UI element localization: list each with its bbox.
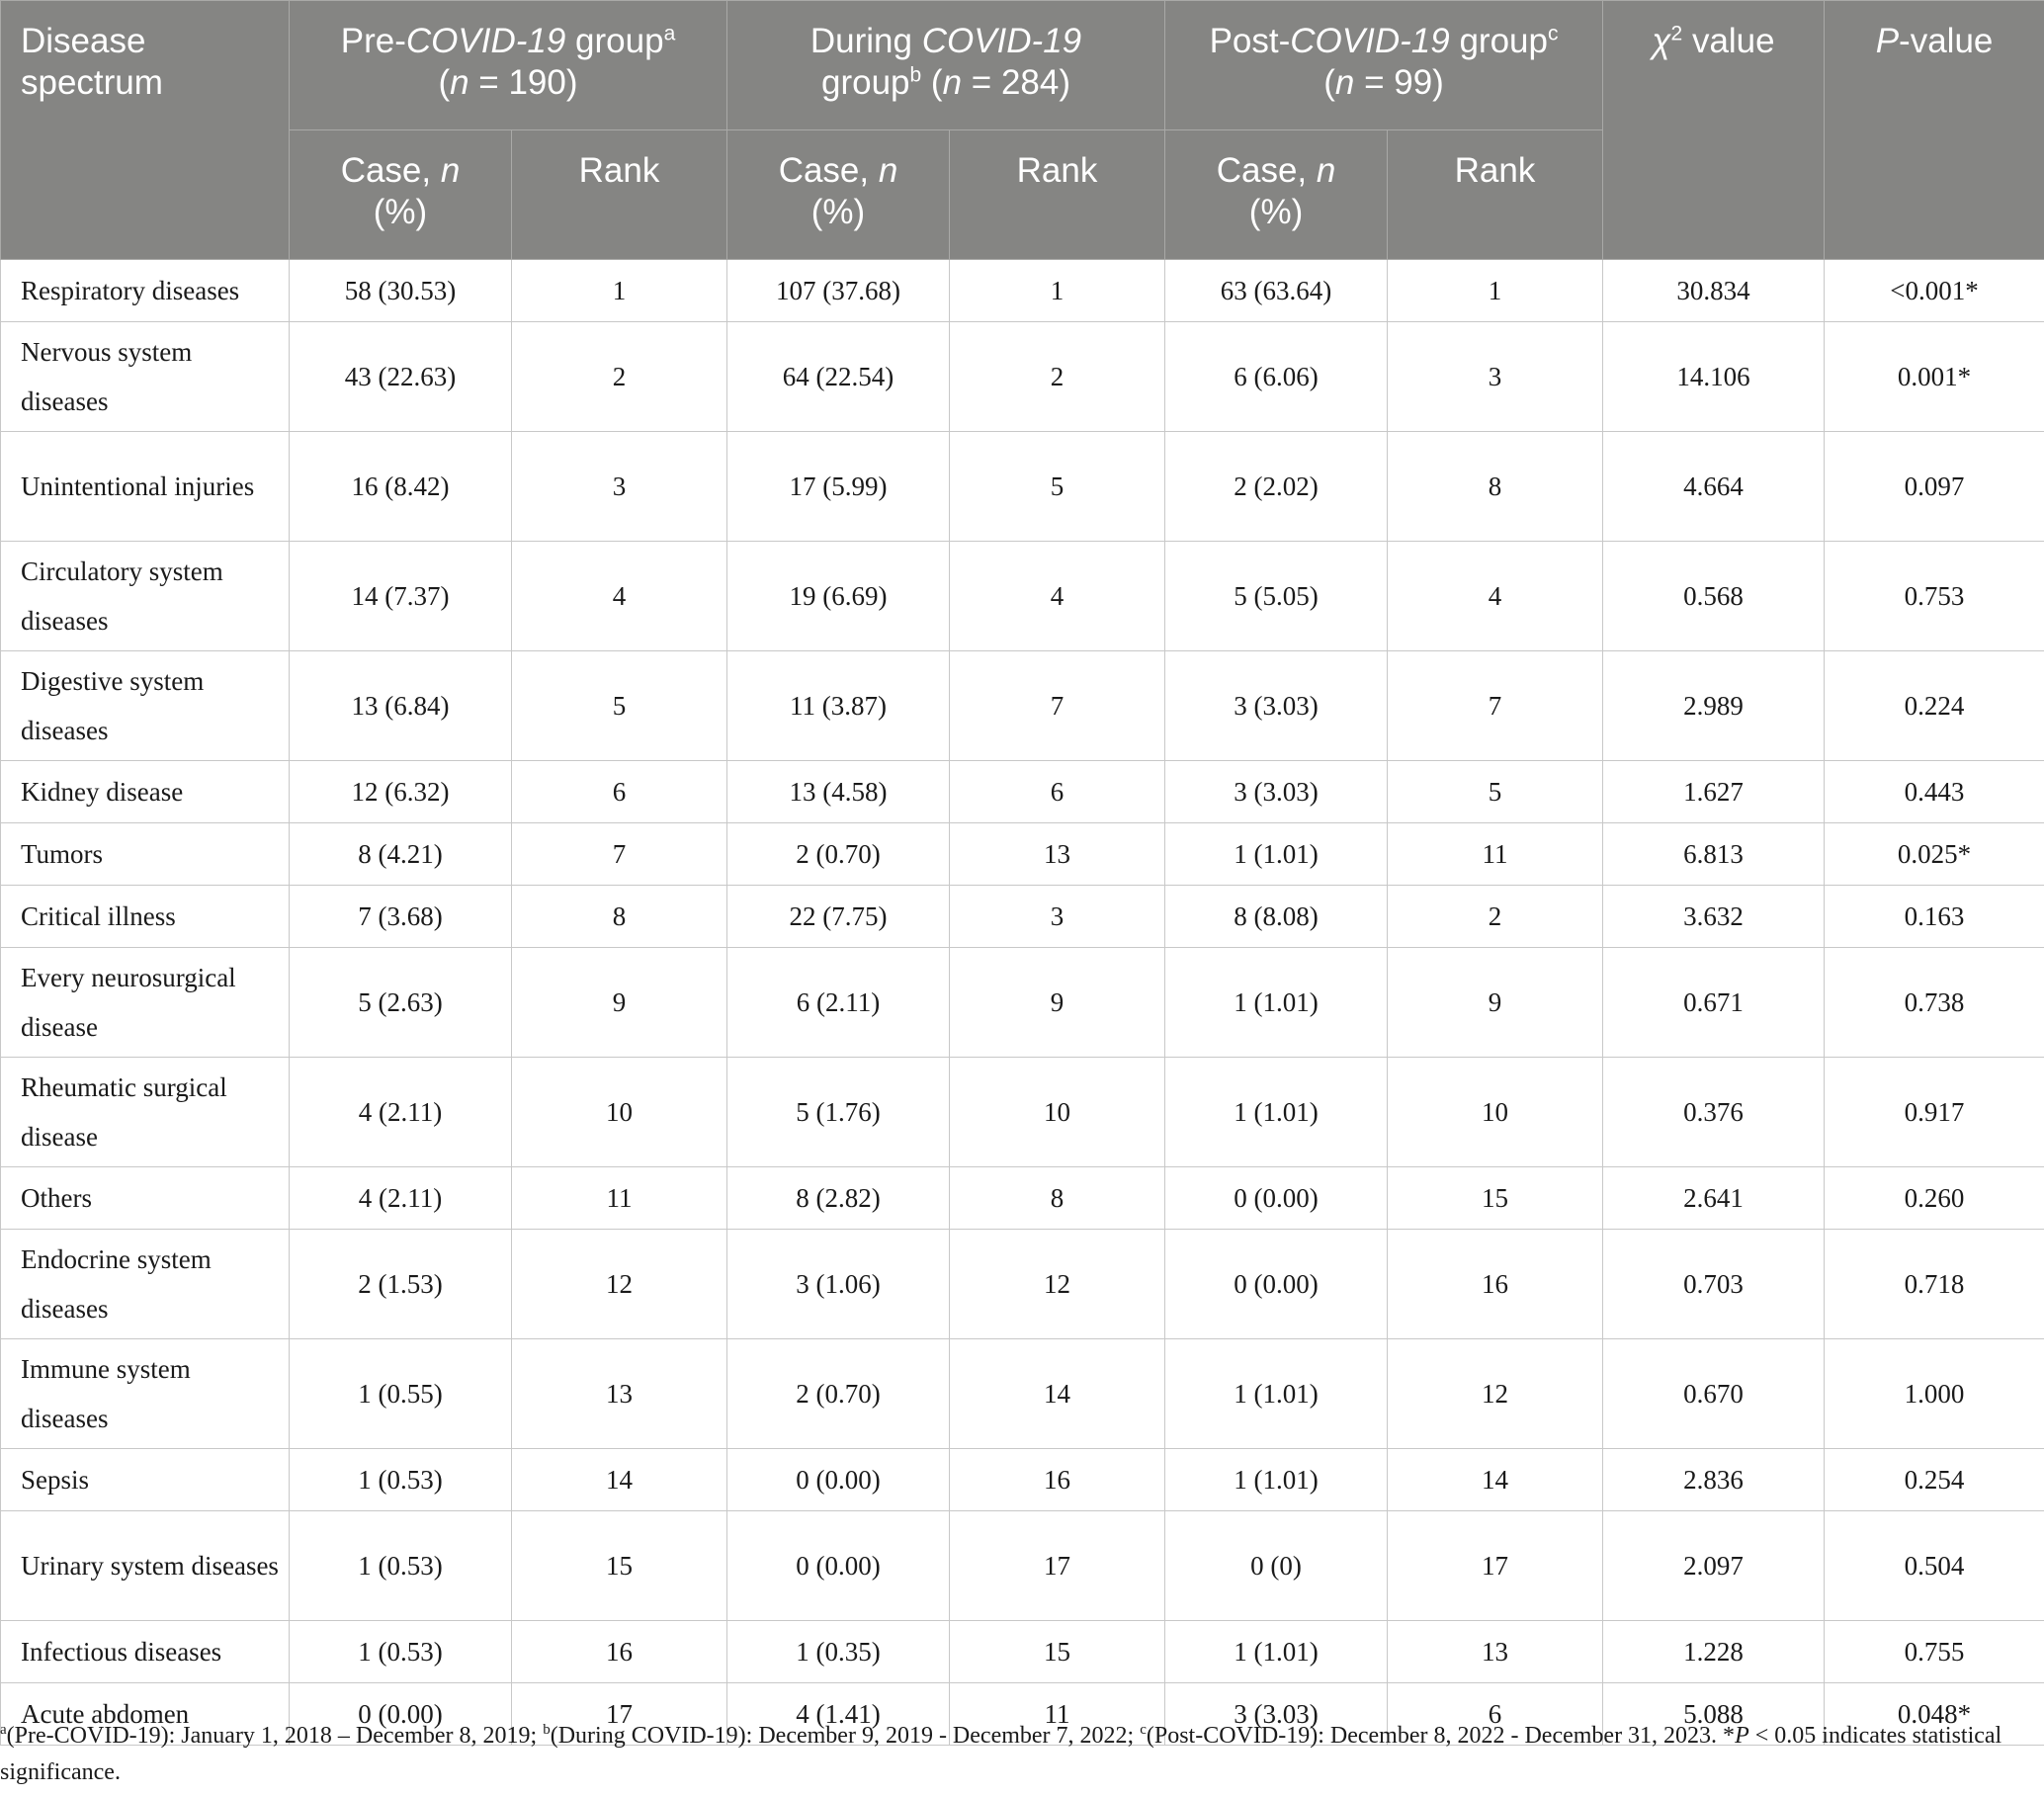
cell-pre-rank: 3: [512, 432, 727, 542]
cell-post-case: 0 (0.00): [1165, 1167, 1388, 1230]
cell-during-rank: 2: [950, 322, 1165, 432]
cell-disease-name: Circulatory system diseases: [1, 542, 290, 651]
cell-post-case: 1 (1.01): [1165, 823, 1388, 886]
header-chi-square-value: $\chi^2$ value: [1603, 1, 1825, 260]
cell-pre-case: 0 (0.00): [290, 1683, 512, 1746]
cell-chi-square: 0.671: [1603, 948, 1825, 1058]
table-row: [1, 1449, 2044, 1511]
cell-pre-rank: 11: [512, 1167, 727, 1230]
cell-post-rank: 4: [1388, 542, 1603, 651]
cell-chi-square: 4.664: [1603, 432, 1825, 542]
cell-disease-name: Immune system diseases: [1, 1339, 290, 1449]
cell-pre-case: 1 (0.53): [290, 1449, 512, 1511]
cell-pre-rank: 13: [512, 1339, 727, 1449]
cell-during-rank: 4: [950, 542, 1165, 651]
cell-p-value: 0.048*: [1825, 1683, 2044, 1746]
cell-post-case: 3 (3.03): [1165, 651, 1388, 761]
cell-post-case: 3 (3.03): [1165, 1683, 1388, 1746]
cell-post-rank: 13: [1388, 1621, 1603, 1683]
table-row: [1, 322, 2044, 432]
cell-pre-rank: 16: [512, 1621, 727, 1683]
cell-chi-square: 1.228: [1603, 1621, 1825, 1683]
table-row: [1, 1339, 2044, 1449]
header-post-case: Case, n (%): [1165, 130, 1388, 260]
cell-pre-case: 16 (8.42): [290, 432, 512, 542]
cell-during-case: 0 (0.00): [727, 1449, 950, 1511]
table-row: [1, 651, 2044, 761]
cell-p-value: 0.025*: [1825, 823, 2044, 886]
cell-during-rank: 3: [950, 886, 1165, 948]
cell-p-value: <0.001*: [1825, 260, 2044, 322]
cell-post-rank: 16: [1388, 1230, 1603, 1339]
cell-pre-case: 7 (3.68): [290, 886, 512, 948]
cell-pre-case: 4 (2.11): [290, 1058, 512, 1167]
cell-p-value: 0.443: [1825, 761, 2044, 823]
cell-post-rank: 12: [1388, 1339, 1603, 1449]
cell-post-rank: 2: [1388, 886, 1603, 948]
cell-pre-case: 1 (0.53): [290, 1621, 512, 1683]
cell-post-case: 0 (0): [1165, 1511, 1388, 1621]
cell-chi-square: 0.376: [1603, 1058, 1825, 1167]
cell-pre-rank: 10: [512, 1058, 727, 1167]
cell-disease-name: Kidney disease: [1, 761, 290, 823]
cell-during-case: 64 (22.54): [727, 322, 950, 432]
cell-pre-rank: 5: [512, 651, 727, 761]
header-during-rank: Rank: [950, 130, 1165, 260]
cell-pre-rank: 7: [512, 823, 727, 886]
cell-p-value: 0.163: [1825, 886, 2044, 948]
cell-during-case: 13 (4.58): [727, 761, 950, 823]
cell-during-case: 22 (7.75): [727, 886, 950, 948]
cell-disease-name: Others: [1, 1167, 290, 1230]
cell-pre-rank: 6: [512, 761, 727, 823]
cell-post-rank: 5: [1388, 761, 1603, 823]
cell-p-value: 0.097: [1825, 432, 2044, 542]
cell-disease-name: Endocrine system diseases: [1, 1230, 290, 1339]
cell-pre-rank: 12: [512, 1230, 727, 1339]
cell-during-rank: 12: [950, 1230, 1165, 1339]
cell-post-case: 8 (8.08): [1165, 886, 1388, 948]
header-row-1: [1, 1, 2044, 130]
cell-during-rank: 5: [950, 432, 1165, 542]
cell-post-rank: 1: [1388, 260, 1603, 322]
cell-pre-rank: 4: [512, 542, 727, 651]
cell-during-case: 2 (0.70): [727, 1339, 950, 1449]
table-row: [1, 1230, 2044, 1339]
table-row: [1, 761, 2044, 823]
table-row: [1, 1621, 2044, 1683]
cell-chi-square: 2.097: [1603, 1511, 1825, 1621]
cell-disease-name: Digestive system diseases: [1, 651, 290, 761]
table-row: [1, 542, 2044, 651]
cell-during-case: 4 (1.41): [727, 1683, 950, 1746]
cell-chi-square: 3.632: [1603, 886, 1825, 948]
cell-during-case: 2 (0.70): [727, 823, 950, 886]
cell-p-value: 0.260: [1825, 1167, 2044, 1230]
cell-during-rank: 6: [950, 761, 1165, 823]
cell-disease-name: Infectious diseases: [1, 1621, 290, 1683]
cell-during-rank: 9: [950, 948, 1165, 1058]
header-disease-spectrum: Disease spectrum: [1, 1, 290, 260]
cell-post-case: 1 (1.01): [1165, 1621, 1388, 1683]
cell-p-value: 0.753: [1825, 542, 2044, 651]
cell-post-rank: 7: [1388, 651, 1603, 761]
cell-post-case: 1 (1.01): [1165, 1339, 1388, 1449]
table-row: [1, 432, 2044, 542]
cell-post-rank: 10: [1388, 1058, 1603, 1167]
cell-chi-square: 30.834: [1603, 260, 1825, 322]
cell-during-case: 0 (0.00): [727, 1511, 950, 1621]
cell-during-rank: 8: [950, 1167, 1165, 1230]
cell-disease-name: Urinary system diseases: [1, 1511, 290, 1621]
cell-pre-case: 5 (2.63): [290, 948, 512, 1058]
cell-during-rank: 16: [950, 1449, 1165, 1511]
header-post-rank: Rank: [1388, 130, 1603, 260]
cell-p-value: 0.254: [1825, 1449, 2044, 1511]
cell-p-value: 1.000: [1825, 1339, 2044, 1449]
header-post-covid-group: Post-COVID-19 group$^c$ (n = 99): [1165, 1, 1603, 130]
cell-pre-case: 2 (1.53): [290, 1230, 512, 1339]
cell-during-rank: 10: [950, 1058, 1165, 1167]
cell-p-value: 0.755: [1825, 1621, 2044, 1683]
cell-during-case: 8 (2.82): [727, 1167, 950, 1230]
cell-during-rank: 15: [950, 1621, 1165, 1683]
cell-chi-square: 2.836: [1603, 1449, 1825, 1511]
header-pre-rank: Rank: [512, 130, 727, 260]
cell-p-value: 0.718: [1825, 1230, 2044, 1339]
cell-pre-rank: 1: [512, 260, 727, 322]
cell-post-rank: 3: [1388, 322, 1603, 432]
table-row: [1, 823, 2044, 886]
cell-during-case: 6 (2.11): [727, 948, 950, 1058]
cell-during-case: 11 (3.87): [727, 651, 950, 761]
cell-post-rank: 14: [1388, 1449, 1603, 1511]
cell-pre-case: 43 (22.63): [290, 322, 512, 432]
cell-post-rank: 11: [1388, 823, 1603, 886]
cell-during-case: 3 (1.06): [727, 1230, 950, 1339]
cell-p-value: 0.224: [1825, 651, 2044, 761]
cell-post-case: 0 (0.00): [1165, 1230, 1388, 1339]
cell-pre-rank: 14: [512, 1449, 727, 1511]
cell-post-case: 1 (1.01): [1165, 948, 1388, 1058]
cell-post-rank: 6: [1388, 1683, 1603, 1746]
cell-during-rank: 7: [950, 651, 1165, 761]
cell-pre-case: 4 (2.11): [290, 1167, 512, 1230]
table-body: [1, 260, 2044, 1746]
table-row: [1, 886, 2044, 948]
header-during-covid-group: During COVID-19 group$^b$ (n = 284): [727, 1, 1165, 130]
cell-pre-case: 1 (0.53): [290, 1511, 512, 1621]
cell-post-case: 5 (5.05): [1165, 542, 1388, 651]
cell-post-rank: 9: [1388, 948, 1603, 1058]
cell-disease-name: Tumors: [1, 823, 290, 886]
table-row: [1, 260, 2044, 322]
cell-post-case: 6 (6.06): [1165, 322, 1388, 432]
cell-chi-square: 2.989: [1603, 651, 1825, 761]
cell-pre-rank: 15: [512, 1511, 727, 1621]
cell-during-case: 17 (5.99): [727, 432, 950, 542]
header-during-case: Case, n (%): [727, 130, 950, 260]
cell-pre-rank: 8: [512, 886, 727, 948]
cell-disease-name: Nervous system diseases: [1, 322, 290, 432]
cell-pre-case: 12 (6.32): [290, 761, 512, 823]
cell-post-case: 2 (2.02): [1165, 432, 1388, 542]
header-pre-case: Case, n (%): [290, 130, 512, 260]
cell-chi-square: 2.641: [1603, 1167, 1825, 1230]
cell-post-rank: 8: [1388, 432, 1603, 542]
table-row: [1, 1511, 2044, 1621]
cell-during-rank: 14: [950, 1339, 1165, 1449]
cell-pre-case: 14 (7.37): [290, 542, 512, 651]
cell-disease-name: Rheumatic surgical disease: [1, 1058, 290, 1167]
cell-chi-square: 1.627: [1603, 761, 1825, 823]
cell-disease-name: Critical illness: [1, 886, 290, 948]
cell-disease-name: Every neurosurgical disease: [1, 948, 290, 1058]
cell-chi-square: 0.670: [1603, 1339, 1825, 1449]
table-footnote: $^a$(Pre-COVID-19): January 1, 2018 – December 8, 2019; $^b$(During COVID-19): December 9, 2019 - December 7, 2022; $^c$(Post-COVID-19): December 8, 2022 - December 31, 2023. *P < 0.05 indicates statistical significance.: [0, 1722, 2002, 1785]
cell-pre-rank: 9: [512, 948, 727, 1058]
cell-disease-name: Respiratory diseases: [1, 260, 290, 322]
cell-chi-square: 6.813: [1603, 823, 1825, 886]
cell-during-rank: 1: [950, 260, 1165, 322]
cell-pre-case: 8 (4.21): [290, 823, 512, 886]
cell-post-case: 3 (3.03): [1165, 761, 1388, 823]
cell-post-case: 1 (1.01): [1165, 1058, 1388, 1167]
cell-pre-rank: 2: [512, 322, 727, 432]
table-row: [1, 1058, 2044, 1167]
cell-during-rank: 17: [950, 1511, 1165, 1621]
cell-post-rank: 15: [1388, 1167, 1603, 1230]
cell-chi-square: 5.088: [1603, 1683, 1825, 1746]
table-row: [1, 948, 2044, 1058]
cell-during-rank: 11: [950, 1683, 1165, 1746]
cell-during-case: 1 (0.35): [727, 1621, 950, 1683]
cell-pre-case: 58 (30.53): [290, 260, 512, 322]
cell-disease-name: Acute abdomen: [1, 1683, 290, 1746]
cell-post-case: 63 (63.64): [1165, 260, 1388, 322]
cell-during-case: 19 (6.69): [727, 542, 950, 651]
cell-pre-case: 13 (6.84): [290, 651, 512, 761]
header-pre-covid-group: Pre-COVID-19 group$^a$ (n = 190): [290, 1, 727, 130]
cell-disease-name: Unintentional injuries: [1, 432, 290, 542]
cell-disease-name: Sepsis: [1, 1449, 290, 1511]
cell-p-value: 0.738: [1825, 948, 2044, 1058]
cell-p-value: 0.917: [1825, 1058, 2044, 1167]
cell-during-rank: 13: [950, 823, 1165, 886]
cell-pre-case: 1 (0.55): [290, 1339, 512, 1449]
cell-post-rank: 17: [1388, 1511, 1603, 1621]
table-row: [1, 1167, 2044, 1230]
cell-p-value: 0.504: [1825, 1511, 2044, 1621]
header-p-value: P-value: [1825, 1, 2044, 260]
cell-chi-square: 0.703: [1603, 1230, 1825, 1339]
cell-during-case: 107 (37.68): [727, 260, 950, 322]
cell-chi-square: 0.568: [1603, 542, 1825, 651]
cell-during-case: 5 (1.76): [727, 1058, 950, 1167]
cell-pre-rank: 17: [512, 1683, 727, 1746]
cell-post-case: 1 (1.01): [1165, 1449, 1388, 1511]
cell-p-value: 0.001*: [1825, 322, 2044, 432]
cell-chi-square: 14.106: [1603, 322, 1825, 432]
